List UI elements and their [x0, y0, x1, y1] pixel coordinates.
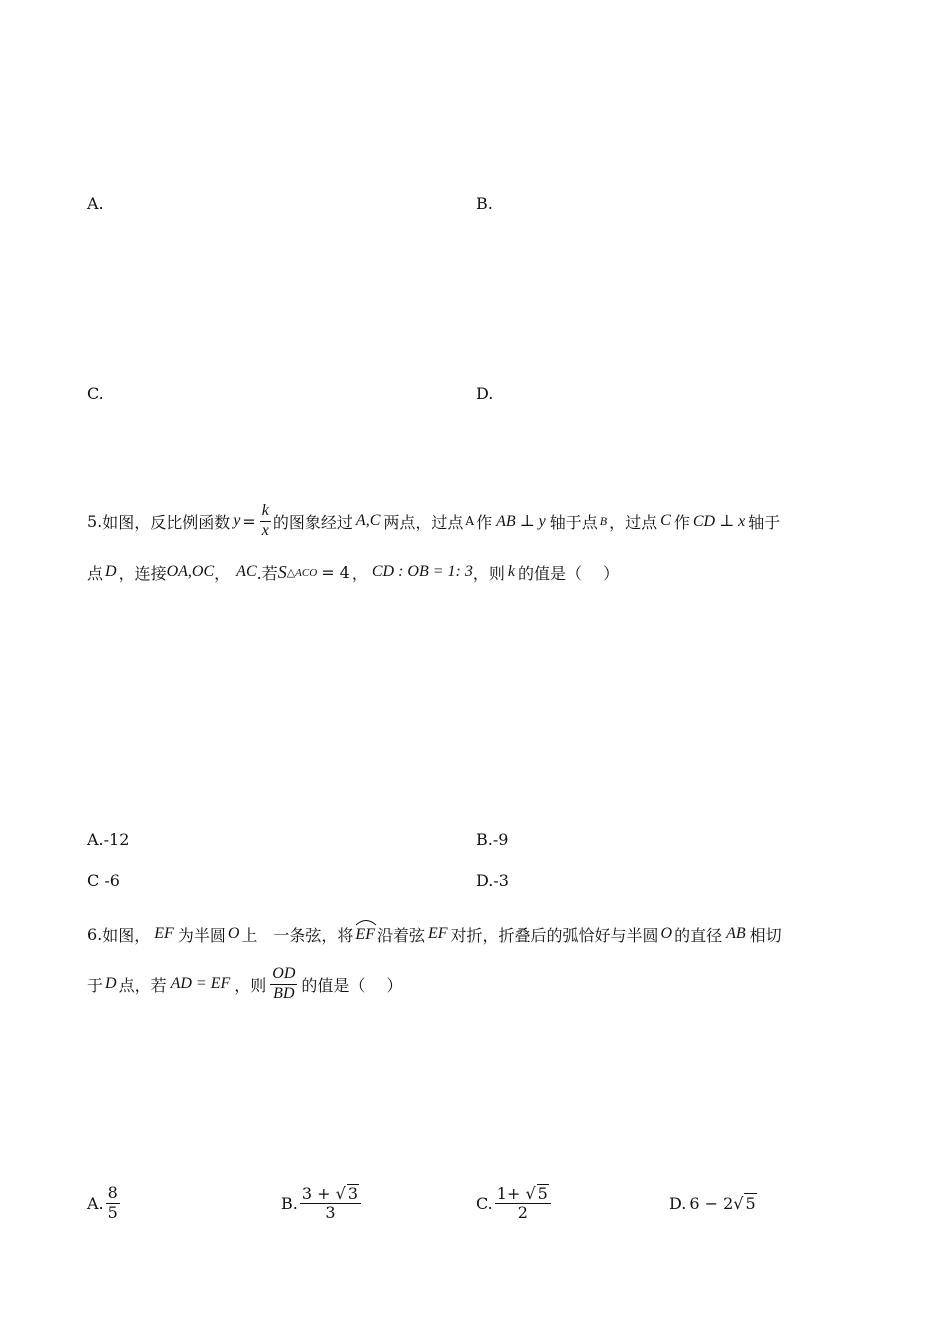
q6-option-c-label: C. — [476, 1193, 493, 1213]
q6-option-b-radicand: 3 — [347, 1183, 358, 1203]
q6-o: O — [227, 925, 240, 942]
q5-ac: AC — [236, 563, 257, 580]
q6-number: 6. — [87, 924, 103, 944]
q6-l2-text-1: 于 — [87, 975, 104, 995]
q5-lead: 如图，反比例函数 — [102, 512, 231, 532]
q5-k: k — [507, 563, 516, 580]
sqrt-icon: √ — [733, 1193, 744, 1213]
q5-cd-perp-x: CD ⊥ x — [692, 513, 746, 530]
q5-func-y: y — [233, 512, 241, 529]
q6-option-b — [281, 1178, 363, 1228]
q5-ratio: CD : OB = 1: 3 — [371, 563, 473, 580]
q5-oa-oc: OA,OC — [166, 563, 215, 580]
q6-option-a-fraction — [106, 1184, 120, 1222]
q6-option-b-fraction — [300, 1184, 361, 1223]
q6-option-a — [87, 1178, 122, 1228]
q5-l2-text-2: ，连接 — [118, 563, 167, 583]
q6-option-a-den: 5 — [107, 1202, 118, 1222]
q5-frac-den: x — [261, 521, 269, 539]
q5-text-7: 轴于 — [748, 512, 781, 532]
q6-o-2: O — [660, 925, 673, 942]
q4-option-b: B. — [476, 194, 493, 213]
q5-area-symbol: S — [277, 561, 287, 582]
q6-text-4: 对折，折叠后的弧恰好与半圆 — [450, 925, 659, 945]
q5-l2-text-1: 点 — [87, 563, 104, 583]
q6-option-d-radicand: 5 — [745, 1194, 756, 1213]
q5-text-4: 轴于点 — [549, 512, 598, 532]
q5-text-1: 的图象经过 — [272, 512, 353, 532]
q6-ef: EF — [154, 925, 174, 942]
q6-text-2: 上 一条弦，将 — [241, 925, 354, 945]
q6-arc-ef — [355, 924, 375, 944]
q5-l2-text-5: ， — [351, 563, 368, 583]
q5-ab-perp-y: AB ⊥ y — [496, 513, 546, 530]
q5-eq: = — [242, 511, 256, 531]
q4-option-c: C. — [87, 384, 104, 403]
q5-point-d: D — [105, 563, 117, 580]
q6-ab: AB — [726, 925, 746, 942]
q5-number: 5. — [87, 511, 103, 531]
q6-option-c-num-pre: 1+ — [496, 1183, 521, 1203]
q6-option-d-label: D. — [669, 1193, 687, 1213]
arc-symbol-icon — [355, 918, 377, 926]
q5-frac-num: k — [260, 502, 271, 521]
q5-area-eq: = 4 — [321, 562, 350, 582]
q5-l2-text-7: 的值是（ ） — [518, 563, 620, 583]
q5-fraction — [260, 502, 271, 540]
q5-area-subscript: △ACO — [286, 566, 318, 579]
q6-l2-text-2: 点，若 — [118, 975, 167, 995]
q5-stem-line1 — [87, 497, 780, 545]
q6-text-5: 的直径 — [674, 925, 723, 945]
q5-l2-text-3: ， — [214, 563, 231, 583]
q6-l2-text-4: 的值是（ ） — [301, 975, 403, 995]
q5-points-ac: A,C — [355, 512, 381, 529]
q6-option-a-num: 8 — [107, 1183, 118, 1203]
q6-text-6: 相切 — [749, 925, 782, 945]
q6-lead: 如图， — [102, 925, 151, 945]
q5-option-a: A.-12 — [87, 830, 130, 849]
q6-option-b-num — [300, 1184, 361, 1204]
q5-l2-text-4: .若 — [256, 563, 278, 583]
sqrt-icon: √ — [525, 1183, 536, 1203]
q6-option-a-label: A. — [87, 1193, 104, 1213]
q6-option-c-fraction — [495, 1184, 551, 1223]
q4-option-a: A. — [87, 194, 104, 213]
q6-option-b-den: 3 — [325, 1203, 336, 1222]
q5-text-3: 作 — [476, 512, 493, 532]
q6-option-b-num-pre: 3 + — [301, 1183, 331, 1203]
q5-stem-line2 — [87, 558, 619, 586]
q5-option-d: D.-3 — [476, 871, 509, 890]
q5-option-b: B.-9 — [476, 830, 509, 849]
q5-point-c: C — [660, 512, 671, 529]
q6-stem-line1 — [87, 919, 782, 949]
q6-option-c — [476, 1178, 553, 1228]
q5-text-2: 两点，过点 — [383, 512, 464, 532]
q5-point-a: A — [465, 514, 475, 528]
q6-frac-den: BD — [273, 984, 295, 1002]
q5-l2-text-6: ，则 — [472, 563, 505, 583]
q6-text-3: 沿着弦 — [376, 925, 425, 945]
q6-frac-num: OD — [270, 965, 297, 984]
q5-text-5: ，过点 — [609, 512, 658, 532]
q6-ad-ef: AD = EF — [170, 975, 231, 992]
sqrt-icon: √ — [335, 1183, 346, 1203]
q6-option-c-radicand: 5 — [537, 1183, 548, 1203]
q6-text-1: 为半圆 — [177, 925, 226, 945]
q6-option-b-label: B. — [281, 1193, 298, 1213]
q5-point-b: B — [599, 513, 608, 528]
q4-option-d: D. — [476, 384, 494, 403]
q5-option-c: C -6 — [87, 871, 120, 890]
q5-text-6: 作 — [673, 512, 690, 532]
q6-fraction — [270, 965, 297, 1003]
q6-option-d-expr: 6 − 2 — [689, 1193, 734, 1213]
q6-d: D — [105, 975, 117, 992]
q6-option-c-den: 2 — [517, 1203, 528, 1222]
q6-stem-line2 — [87, 960, 402, 1008]
q6-l2-text-3: ，则 — [234, 975, 267, 995]
q6-option-d — [669, 1178, 757, 1228]
q6-arc-ef-label: EF — [355, 926, 375, 943]
q6-option-c-num — [495, 1184, 551, 1204]
q6-ef-2: EF — [427, 925, 448, 942]
